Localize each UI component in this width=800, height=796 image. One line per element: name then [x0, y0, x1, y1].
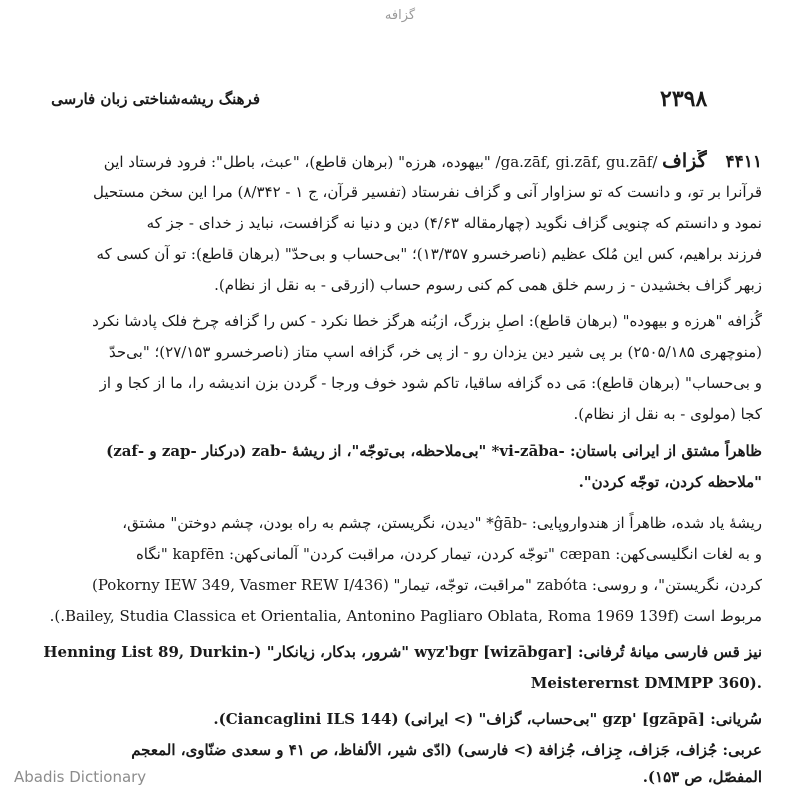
- cognate-line: نیز قس فارسی میانهٔ تُرفانی: wyz'bgr [wizābgar] "شرور، بدکار، زیانکار" (-Henning List 89, Durkin: [43, 643, 762, 661]
- entry-text: /ga.zāf, gi.zāf, gu.zāf/ "بیهوده، هرزه" (برهان قاطع)، "عبث، باطل": فرود فرستاد این: [103, 153, 658, 171]
- cognate-line: Meisterernst DMMPP 360).: [530, 674, 762, 692]
- entry-line: (منوچهری ۲۵۰۵/۱۸۵) بر پی شیر دین یزدان رو - از پی خر، گزافه اسپ متاز (ناصرخسرو ۲۷/۱۵۳)؛ "بی‌حدّ: [109, 343, 762, 361]
- cognate-line: سُریانی: gzp' [gzāpā] "بی‌حساب، گزاف" (> ایرانی) (Ciancaglini ILS 144).: [213, 710, 762, 728]
- entry-line-1: [32, 150, 762, 173]
- headword: گُزاف: [662, 150, 707, 172]
- cognate-line: المفصّل، ص ۱۵۳).: [642, 768, 762, 786]
- entry-line: قرآنرا بر تو، و دانست که تو سزاوار آنی و گزاف نفرستاد (تفسیر قرآن، ج ۱ - ۸/۳۴۲) مرا این سخن مستحیل: [93, 183, 762, 201]
- etymology-line: و به لغات انگلیسی‌کهن: cæpan "توجّه کردن، تیمار کردن، مراقبت کردن" آلمانی‌کهن: kapfēn "نگاه: [135, 545, 762, 563]
- entry-line: فرزند براهیم، کس این مُلک عظیم (ناصرخسرو ۱۳/۳۵۷)؛ "بی‌حساب و بی‌حدّ" (برهان قاطع): تو آن کسی که: [96, 245, 762, 263]
- entry-line: و بی‌حساب" (برهان قاطع): مَی ده گزافه ساقیا، تاکم شود خوف ورجا - گردن بزن اندیشه را، ما از کجا و از: [99, 374, 762, 392]
- page-caption: گزافه: [384, 8, 416, 23]
- entry-line: نمود و دانستم که چنویی گزاف نگوید (چهارمقاله ۴/۶۳) دین و دنیا نه گزافست، نباید ز خدای - جز که: [146, 214, 762, 232]
- entry-number: ۴۴۱۱: [725, 152, 762, 172]
- etymology-line: "ملاحظه کردن، توجّه کردن".: [578, 473, 762, 491]
- watermark: Abadis Dictionary: [14, 768, 147, 786]
- cognate-line: عربی: جُزاف، جَزاف، جِزاف، جُزافة (> فارسی) (ادّی شیر، الألفاظ، ص ۴۱ و سعدی ضنّاوی، المعجم: [131, 741, 762, 759]
- entry-line: کجا (مولوی - به نقل از نظام).: [573, 405, 762, 423]
- entry-line: گُزافه "هرزه و بیهوده" (برهان قاطع): اصلِ بزرگ، ازبُنه هرگز خطا نکرد - کس را گزافه چرخ فلک پادشا نکرد: [92, 312, 762, 330]
- etymology-line: ظاهراً مشتق از ایرانی باستان: -vi-zāba* "بی‌ملاحظه، بی‌توجّه"، از ریشهٔ -zab (درکنار -zap و -zaf): [106, 442, 762, 460]
- etymology-line: ریشهٔ یاد شده، ظاهراً از هندواروپایی: -ĝāb* "دیدن، نگریستن، چشم به راه بودن، چشم دوختن" مشتق،: [122, 514, 762, 532]
- entry-line: زبهر گزاف بخشیدن - ز رسم خلق همی کم کنی رسوم حساب (ازرقی - به نقل از نظام).: [214, 276, 762, 294]
- etymology-line: کردن، نگریستن"، و روسی: zabóta "مراقبت، توجّه، تیمار" (Pokorny IEW 349, Vasmer REW I/436): [91, 576, 762, 594]
- etymology-line: مربوط است (Bailey, Studia Classica et Orientalia, Antonino Pagliaro Oblata, Roma 1969 139f.).: [49, 607, 762, 625]
- running-title: فرهنگ ریشه‌شناختی زبان فارسی: [51, 90, 260, 108]
- page-number: ۲۳۹۸: [660, 86, 708, 112]
